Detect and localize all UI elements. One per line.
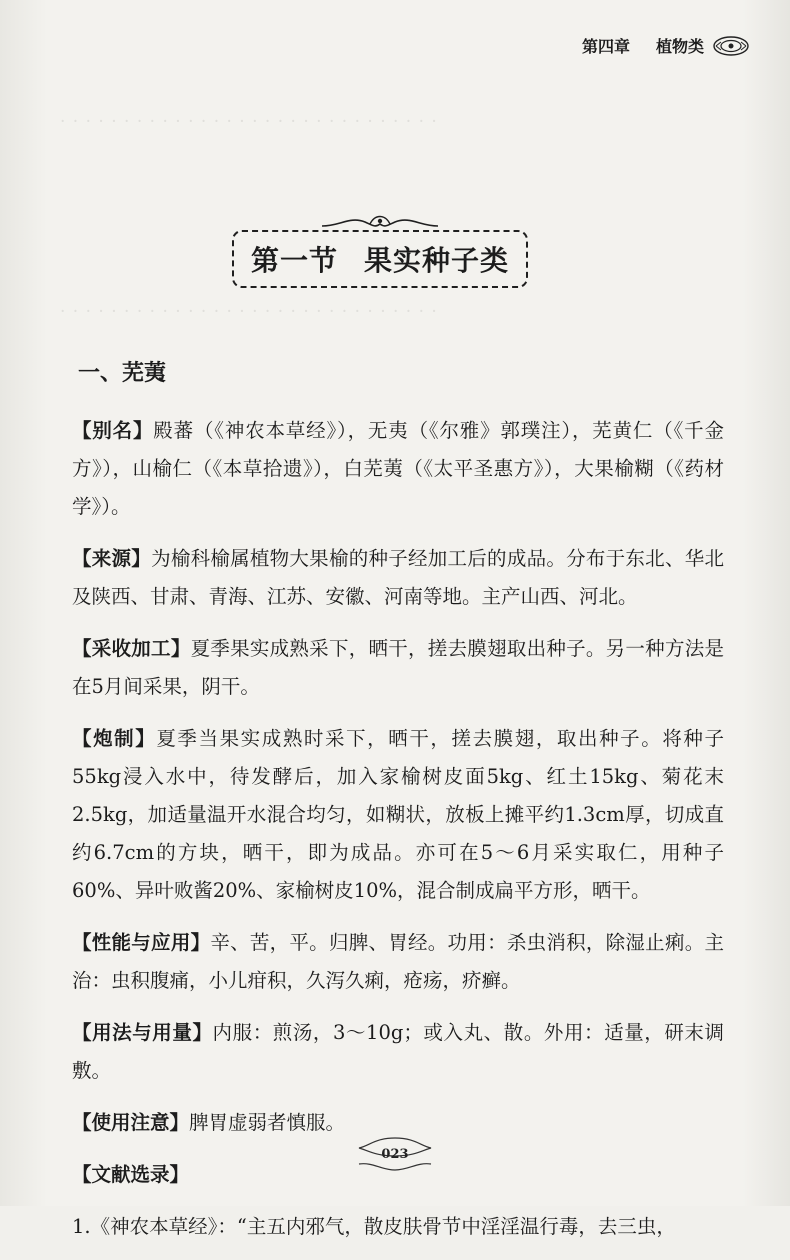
entry-heading: 一、芜荑 — [78, 361, 167, 386]
section-title-box — [232, 230, 528, 288]
paragraph-properties: 【性能与应用】辛、苦，平。归脾、胃经。功用：杀虫消积，除湿止痢。主治：虫积腹痛，小儿疳积，久泻久痢，疮疡，疥癣。 — [72, 931, 724, 992]
section-title — [232, 212, 528, 288]
bleed-through-text: · · · · · · · · · · · · · · · · · · · · · · · · · · · · · · — [60, 302, 438, 322]
page-number: 023 — [381, 1147, 409, 1162]
entry-body — [72, 412, 724, 1260]
paragraph-dosage: 【用法与用量】内服：煎汤，3～10g；或入丸、散。外用：适量，研末调敷。 — [72, 1021, 724, 1082]
page-footer — [345, 1136, 445, 1176]
category-label: 植物类 — [655, 37, 704, 56]
bleed-through-text: · · · · · · · · · · · · · · · · · · · · · · · · · · · · · · — [60, 112, 438, 132]
paragraph-harvest: 【采收加工】夏季果实成熟采下，晒干，搓去膜翅取出种子。另一种方法是在5月间采果，阴干。 — [72, 637, 724, 698]
section-name: 果实种子类 — [364, 244, 510, 277]
paragraph-citation: 1.《神农本草经》：“主五内邪气，散皮肤骨节中淫淫温行毒，去三虫， — [72, 1215, 676, 1238]
section-number: 第一节 — [250, 244, 338, 277]
paragraph-literature: 【文献选录】 — [72, 1163, 190, 1186]
chapter-label: 第四章 — [581, 37, 630, 56]
paragraph-source: 【来源】为榆科榆属植物大果榆的种子经加工后的成品。分布于东北、华北及陕西、甘肃、青海、江苏、安徽、河南等地。主产山西、河北。 — [72, 547, 724, 608]
paragraph-cautions: 【使用注意】脾胃虚弱者慎服。 — [72, 1111, 346, 1134]
ornament-icon — [712, 35, 750, 57]
paragraph-processing: 【炮制】夏季当果实成熟时采下，晒干，搓去膜翅，取出种子。将种子55kg浸入水中，待发酵后，加入家榆树皮面5kg、红土15kg、菊花末2.5kg，加适量温开水混合均匀，如糊状，放板上摊平约1.3cm厚，切成直约6.7cm的方块，晒干，即为成品。亦可在5～6月采实取仁，用种子60%、异叶败酱20%、家榆树皮10%，混合制成扁平方形，晒干。 — [72, 727, 724, 902]
running-header — [582, 34, 750, 57]
paragraph-alias: 【别名】殿蕃（《神农本草经》），无夷（《尔雅》郭璞注），芜黄仁（《千金方》），山榆仁（《本草拾遗》），白芜荑（《太平圣惠方》），大果榆糊（《药材学》）。 — [72, 419, 724, 518]
